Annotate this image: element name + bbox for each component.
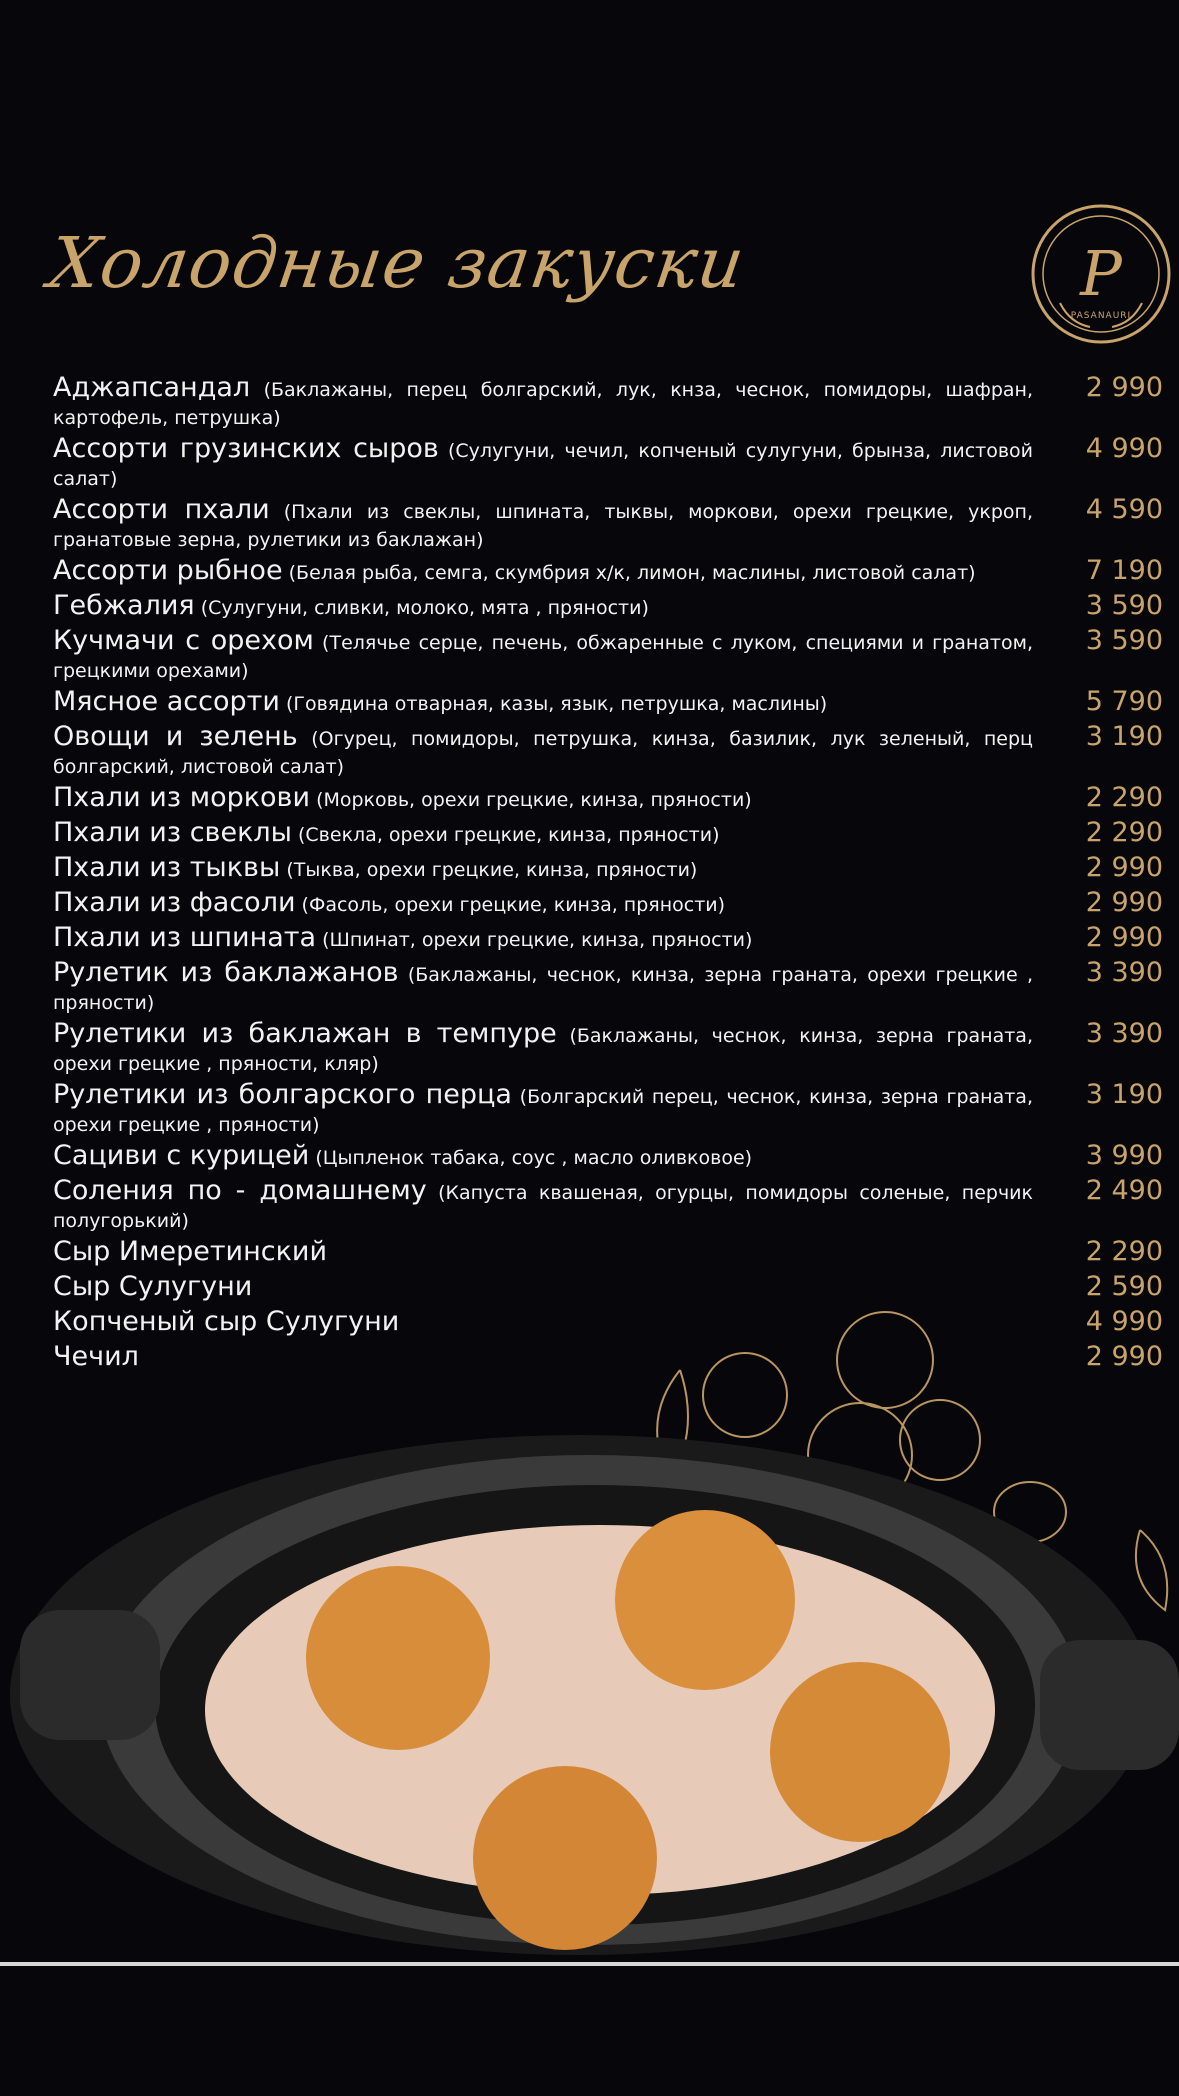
- menu-item-name: Пхали из моркови: [53, 782, 311, 813]
- menu-item-description: (Капуста квашеная, огурцы, помидоры соленые, перчик полугорький): [53, 1182, 1033, 1232]
- menu-item-text: [53, 1174, 1033, 1234]
- menu-item-name: Сациви с курицей: [53, 1140, 310, 1171]
- menu-item-price: 3 190: [1085, 1079, 1163, 1110]
- menu-item: [53, 624, 1163, 684]
- menu-item-price: 2 990: [1085, 922, 1163, 953]
- dish-photo: [0, 1280, 1179, 1970]
- menu-item-price: 2 990: [1085, 852, 1163, 883]
- menu-item-text: [53, 371, 1033, 431]
- menu-item: [53, 720, 1163, 780]
- menu-item-name: Пхали из фасоли: [53, 887, 296, 918]
- menu-item-description: (Цыпленок табака, соус , масло оливковое): [315, 1147, 753, 1169]
- menu-list: [53, 371, 1163, 1375]
- menu-item-price: 3 990: [1085, 1140, 1163, 1171]
- menu-item-name: Сыр Имеретинский: [53, 1236, 327, 1267]
- menu-item: [53, 1017, 1163, 1077]
- menu-item: [53, 554, 1163, 588]
- menu-item-description: (Огурец, помидоры, петрушка, кинза, базилик, лук зеленый, перц болгарский, листовой салат): [53, 728, 1033, 778]
- menu-item-name: Пхали из шпината: [53, 922, 317, 953]
- menu-item-description: (Сулугуни, сливки, молоко, мята , пряности): [200, 597, 649, 619]
- menu-item: [53, 371, 1163, 431]
- bottom-divider: [0, 1962, 1179, 1966]
- menu-item-name: Ассорти пхали: [53, 494, 270, 525]
- menu-item-price: 2 290: [1085, 1236, 1163, 1267]
- menu-item-description: (Говядина отварная, казы, язык, петрушка, маслины): [285, 693, 828, 715]
- menu-item-price: 2 490: [1085, 1175, 1163, 1206]
- menu-item-text: [53, 851, 1033, 885]
- menu-item-description: (Тыква, орехи грецкие, кинза, пряности): [286, 859, 698, 881]
- menu-item-name: Пхали из тыквы: [53, 852, 281, 883]
- menu-item: [53, 851, 1163, 885]
- menu-item-text: [53, 589, 1033, 623]
- menu-item-text: [53, 781, 1033, 815]
- menu-item: [53, 1235, 1163, 1269]
- menu-item: [53, 956, 1163, 1016]
- menu-item-price: 2 990: [1085, 887, 1163, 918]
- menu-item: [53, 1174, 1163, 1234]
- menu-item-name: Копченый сыр Сулугуни: [53, 1306, 400, 1337]
- menu-item-price: 2 990: [1085, 1341, 1163, 1372]
- svg-text:P: P: [1080, 237, 1122, 310]
- menu-item-price: 7 190: [1085, 555, 1163, 586]
- menu-item-name: Овощи и зелень: [53, 721, 298, 752]
- menu-item-price: 3 190: [1085, 721, 1163, 752]
- menu-item-description: (Свекла, орехи грецкие, кинза, пряности): [298, 824, 720, 846]
- menu-item-description: (Болгарский перец, чеснок, кинза, зерна граната, орехи грецкие , пряности): [53, 1086, 1033, 1136]
- menu-item-price: 2 590: [1085, 1271, 1163, 1302]
- menu-item-text: [53, 1078, 1033, 1138]
- menu-item-description: (Телячье серце, печень, обжаренные с луком, специями и гранатом, грецкими орехами): [53, 632, 1033, 682]
- menu-item-description: (Фасоль, орехи грецкие, кинза, пряности): [301, 894, 726, 916]
- menu-item-name: Пхали из свеклы: [53, 817, 292, 848]
- menu-item: [53, 685, 1163, 719]
- menu-item-price: 4 590: [1085, 494, 1163, 525]
- menu-item: [53, 432, 1163, 492]
- menu-item-price: 4 990: [1085, 433, 1163, 464]
- menu-item-name: Сыр Сулугуни: [53, 1271, 253, 1302]
- menu-item-description: (Баклажаны, чеснок, кинза, зерна граната, орехи грецкие , пряности): [53, 964, 1033, 1014]
- menu-item-name: Чечил: [53, 1341, 139, 1372]
- menu-item: [53, 493, 1163, 553]
- page-title: Холодные закуски: [44, 222, 751, 304]
- menu-item-price: 4 990: [1085, 1306, 1163, 1337]
- menu-item-name: Мясное ассорти: [53, 686, 280, 717]
- menu-item-name: Кучмачи с орехом: [53, 625, 314, 656]
- menu-item-name: Соления по - домашнему: [53, 1175, 427, 1206]
- menu-item: [53, 781, 1163, 815]
- menu-item-text: [53, 432, 1033, 492]
- menu-item-text: [53, 956, 1033, 1016]
- menu-item-text: [53, 685, 1033, 719]
- svg-text:PASANAURI: PASANAURI: [1070, 311, 1132, 321]
- menu-item-description: (Пхали из свеклы, шпината, тыквы, моркови, орехи грецкие, укроп, гранатовые зерна, рулетики из баклажан): [53, 501, 1033, 551]
- menu-item-price: 5 790: [1085, 686, 1163, 717]
- menu-item-name: Гебжалия: [53, 590, 195, 621]
- menu-item-description: (Белая рыба, семга, скумбрия х/к, лимон, маслины, листовой салат): [288, 562, 976, 584]
- menu-item-price: 2 990: [1085, 372, 1163, 403]
- menu-item-name: Ассорти рыбное: [53, 555, 283, 586]
- menu-item-description: (Баклажаны, перец болгарский, лук, кнза, чеснок, помидоры, шафран, картофель, петрушка): [53, 379, 1033, 429]
- menu-item-description: (Баклажаны, чеснок, кинза, зерна граната, орехи грецкие , пряности, кляр): [53, 1025, 1033, 1075]
- menu-item: [53, 921, 1163, 955]
- menu-item-text: [53, 921, 1033, 955]
- menu-item-price: 2 290: [1085, 817, 1163, 848]
- menu-item-text: [53, 554, 1033, 588]
- menu-item-text: [53, 816, 1033, 850]
- menu-item-price: 3 590: [1085, 590, 1163, 621]
- restaurant-logo: [1030, 203, 1172, 345]
- menu-item-text: [53, 886, 1033, 920]
- menu-item: [53, 1139, 1163, 1173]
- menu-item-text: [53, 720, 1033, 780]
- menu-item-name: Аджапсандал: [53, 372, 251, 403]
- menu-item-price: 3 590: [1085, 625, 1163, 656]
- menu-item-text: [53, 624, 1033, 684]
- menu-item-name: Рулетики из болгарского перца: [53, 1079, 512, 1110]
- menu-item-text: [53, 1235, 1033, 1269]
- menu-item-description: (Шпинат, орехи грецкие, кинза, пряности): [322, 929, 753, 951]
- menu-item-price: 3 390: [1085, 957, 1163, 988]
- menu-item-name: Ассорти грузинских сыров: [53, 433, 439, 464]
- menu-item-name: Рулетики из баклажан в темпуре: [53, 1018, 557, 1049]
- menu-item: [53, 886, 1163, 920]
- menu-item-text: [53, 1017, 1033, 1077]
- menu-item-price: 3 390: [1085, 1018, 1163, 1049]
- menu-item: [53, 1078, 1163, 1138]
- menu-item: [53, 816, 1163, 850]
- menu-item: [53, 589, 1163, 623]
- menu-item-price: 2 290: [1085, 782, 1163, 813]
- menu-item-text: [53, 493, 1033, 553]
- menu-item-text: [53, 1139, 1033, 1173]
- menu-item-description: (Сулугуни, чечил, копченый сулугуни, брынза, листовой салат): [53, 440, 1034, 490]
- menu-item-description: (Морковь, орехи грецкие, кинза, пряности): [316, 789, 752, 811]
- menu-item-name: Рулетик из баклажанов: [53, 957, 399, 988]
